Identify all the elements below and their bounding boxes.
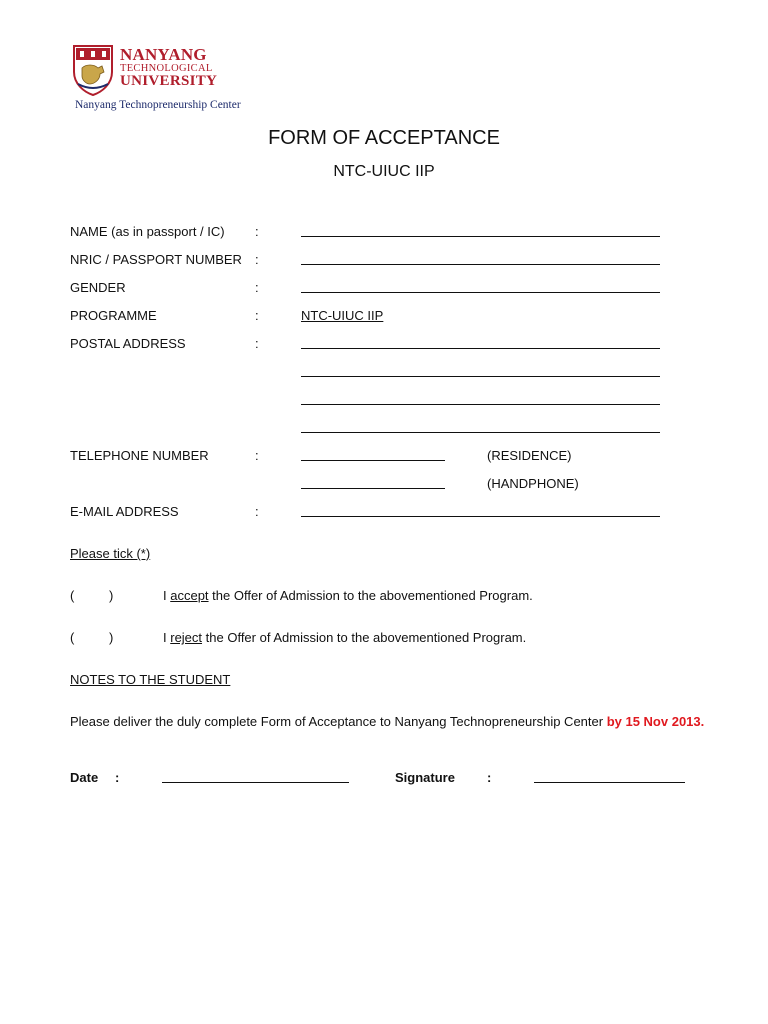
logo-subline: Nanyang Technopreneurship Center	[75, 99, 241, 111]
postal-address-colon: :	[255, 336, 259, 351]
date-field[interactable]	[162, 782, 349, 783]
email-colon: :	[255, 504, 259, 519]
signature-field[interactable]	[534, 782, 685, 783]
gender-field[interactable]	[301, 292, 660, 293]
logo-line3: UNIVERSITY	[120, 73, 218, 89]
date-colon: :	[115, 770, 120, 785]
notes-text	[70, 714, 704, 730]
email-field[interactable]	[301, 516, 660, 517]
programme-colon: :	[255, 308, 259, 323]
notes-body: Please deliver the duly complete Form of Acceptance to Nanyang Technopreneurship Center	[70, 714, 607, 729]
postal-address-line-1[interactable]	[301, 348, 660, 349]
handphone-label: (HANDPHONE)	[487, 476, 579, 491]
nric-label: NRIC / PASSPORT NUMBER	[70, 252, 242, 267]
postal-address-line-3[interactable]	[301, 404, 660, 405]
handphone-field[interactable]	[301, 488, 445, 489]
accept-prefix: I	[163, 588, 171, 603]
email-label: E-MAIL ADDRESS	[70, 504, 179, 519]
reject-prefix: I	[163, 630, 171, 645]
deadline-text: by 15 Nov 2013.	[606, 714, 705, 729]
gender-colon: :	[255, 280, 259, 295]
reject-statement	[163, 630, 526, 646]
reject-close-paren: )	[109, 630, 114, 645]
accept-statement	[163, 588, 533, 604]
gender-label: GENDER	[70, 280, 126, 295]
residence-label: (RESIDENCE)	[487, 448, 572, 463]
reject-checkbox[interactable]	[70, 630, 116, 646]
nric-field[interactable]	[301, 264, 660, 265]
signature-colon: :	[487, 770, 492, 785]
accept-open-paren: (	[70, 588, 75, 603]
accept-suffix: the Offer of Admission to the abovementioned Program.	[208, 588, 533, 603]
ntu-crest-icon	[72, 44, 114, 96]
accept-checkbox[interactable]	[70, 588, 116, 604]
programme-value: NTC-UIUC IIP	[301, 308, 384, 323]
telephone-colon: :	[255, 448, 259, 463]
form-title: FORM OF ACCEPTANCE	[268, 127, 500, 149]
nric-colon: :	[255, 252, 259, 267]
telephone-label: TELEPHONE NUMBER	[70, 448, 209, 463]
reject-suffix: the Offer of Admission to the abovementioned Program.	[202, 630, 527, 645]
date-label: Date	[70, 770, 99, 785]
name-field[interactable]	[301, 236, 660, 237]
programme-label: PROGRAMME	[70, 308, 157, 323]
residence-phone-field[interactable]	[301, 460, 445, 461]
tick-instruction: Please tick (*)	[70, 546, 151, 561]
signature-label: Signature	[395, 770, 455, 785]
notes-heading: NOTES TO THE STUDENT	[70, 672, 231, 687]
form-subtitle: NTC-UIUC IIP	[333, 163, 435, 180]
reject-word: reject	[170, 630, 203, 645]
accept-word: accept	[170, 588, 209, 603]
postal-address-label: POSTAL ADDRESS	[70, 336, 186, 351]
accept-close-paren: )	[109, 588, 114, 603]
logo-line1: NANYANG	[120, 45, 207, 64]
postal-address-line-2[interactable]	[301, 376, 660, 377]
name-label: NAME (as in passport / IC)	[70, 224, 225, 239]
reject-open-paren: (	[70, 630, 75, 645]
name-colon: :	[255, 224, 259, 239]
postal-address-line-4[interactable]	[301, 432, 660, 433]
logo-line2: TECHNOLOGICAL	[120, 63, 213, 74]
